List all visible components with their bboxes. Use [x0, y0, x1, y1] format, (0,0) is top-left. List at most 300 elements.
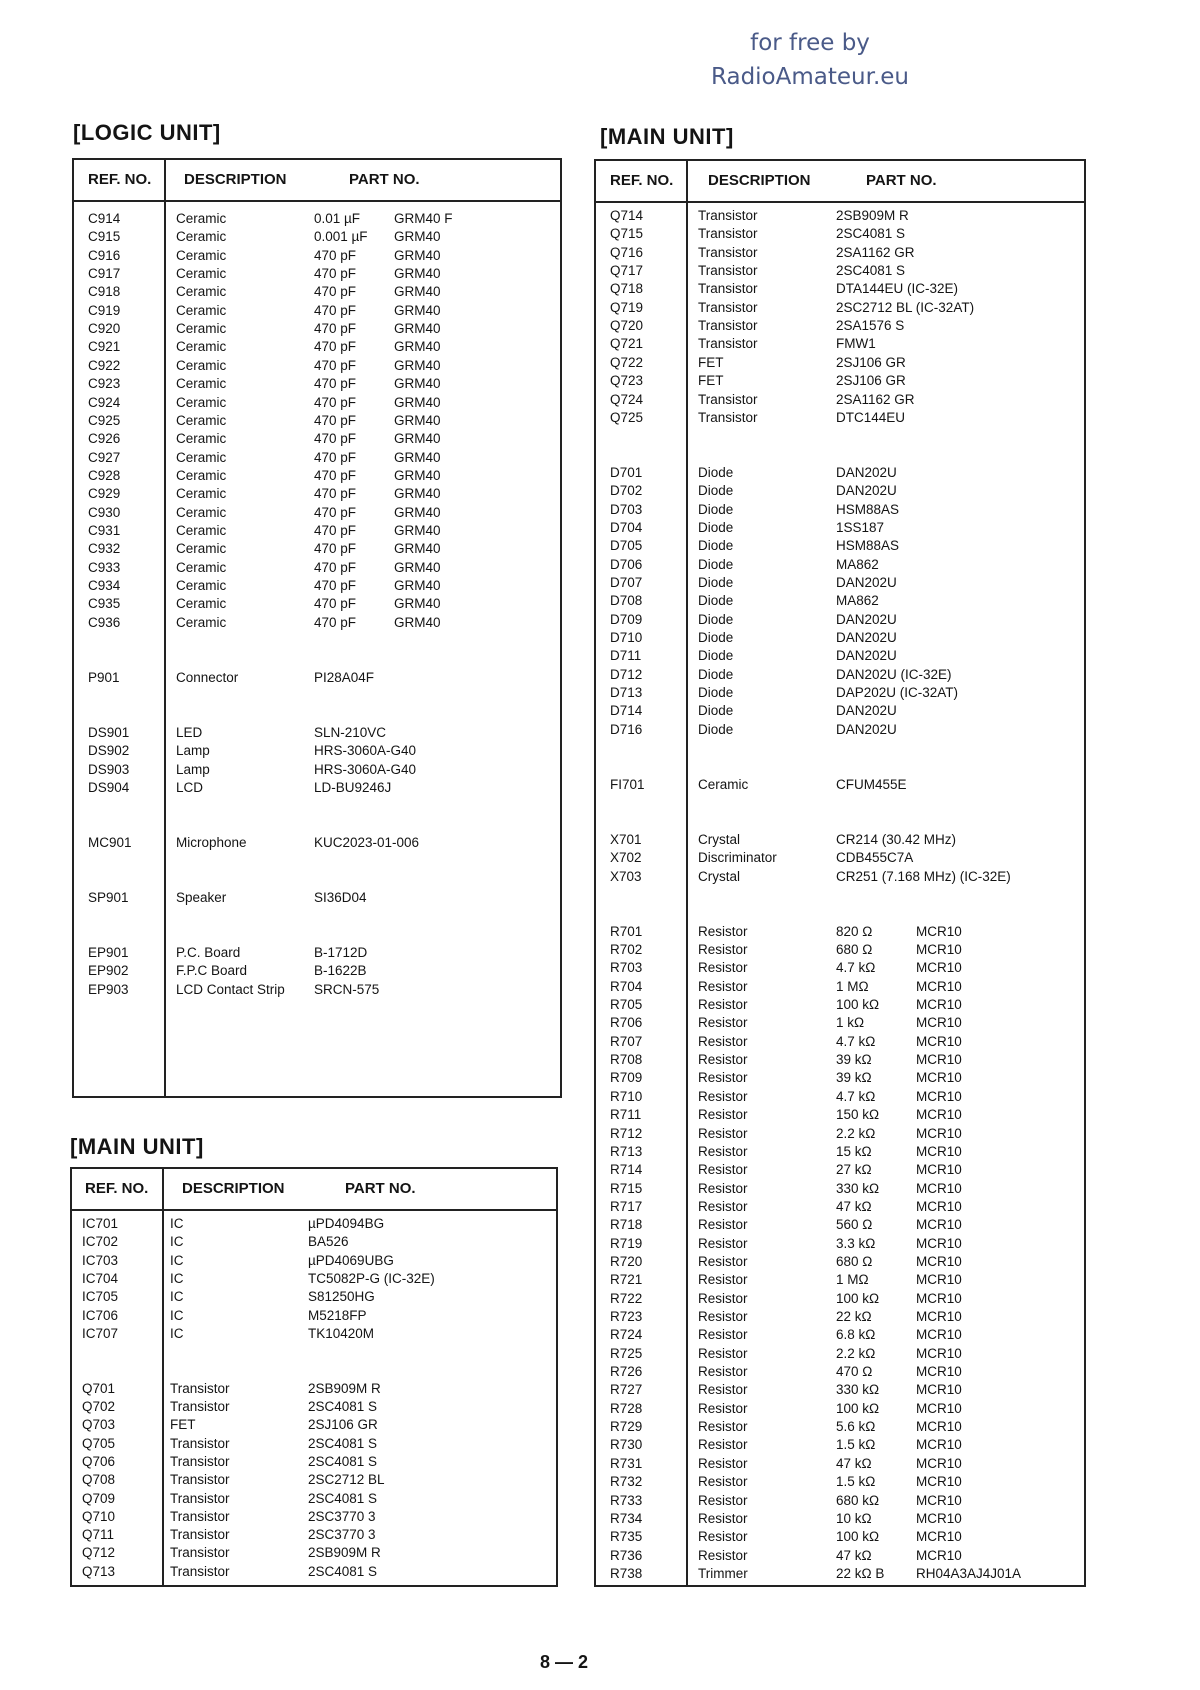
- part-no-cell: 2SC4081 S: [308, 1563, 378, 1579]
- part-no-cell: 39 kΩ: [836, 1052, 872, 1068]
- ref-no-cell: Q703: [82, 1417, 116, 1433]
- part-no-cell: 6.8 kΩ: [836, 1327, 876, 1343]
- part-no-detail-cell: MCR10: [916, 1290, 962, 1306]
- description-cell: Resistor: [698, 1547, 748, 1563]
- ref-no-cell: DS904: [88, 779, 130, 795]
- table-row: [596, 1326, 1084, 1344]
- description-cell: Diode: [698, 721, 734, 737]
- table-row: [596, 941, 1084, 959]
- ref-no-cell: DS902: [88, 743, 130, 759]
- ref-no-cell: R726: [610, 1364, 643, 1380]
- part-no-cell: CR251 (7.168 MHz) (IC-32E): [836, 868, 1011, 884]
- ref-no-cell: C932: [88, 541, 121, 557]
- description-cell: F.P.C Board: [176, 963, 248, 979]
- part-no-detail-cell: MCR10: [916, 1107, 962, 1123]
- part-no-cell: 470 pF: [314, 302, 357, 318]
- part-no-cell: 27 kΩ: [836, 1162, 872, 1178]
- part-no-cell: DTC144EU: [836, 409, 906, 425]
- part-no-cell: 2SC2712 BL: [308, 1472, 385, 1488]
- part-no-cell: µPD4069UBG: [308, 1252, 394, 1268]
- description-cell: Transistor: [170, 1527, 230, 1543]
- table-row: [596, 1455, 1084, 1473]
- description-cell: Transistor: [170, 1380, 230, 1396]
- table-row: [596, 1290, 1084, 1308]
- table-row: [596, 409, 1084, 427]
- table-row: [74, 283, 560, 301]
- part-no-detail-cell: MCR10: [916, 978, 962, 994]
- part-no-cell: 2SJ106 GR: [308, 1417, 378, 1433]
- description-cell: Resistor: [698, 1088, 748, 1104]
- part-no-detail-cell: GRM40 F: [394, 211, 453, 226]
- part-no-cell: 2SA1576 S: [836, 318, 905, 334]
- part-no-cell: TC5082P-G (IC-32E): [308, 1270, 435, 1286]
- ref-no-cell: IC703: [82, 1252, 119, 1268]
- description-cell: Transistor: [170, 1508, 230, 1524]
- part-no-cell: DAN202U: [836, 464, 897, 480]
- ref-no-cell: C922: [88, 357, 121, 373]
- description-cell: Resistor: [698, 1309, 748, 1324]
- ref-no-cell: C916: [88, 247, 121, 263]
- description-cell: Resistor: [698, 1474, 748, 1490]
- table-row: [596, 1418, 1084, 1436]
- part-no-cell: 470 pF: [314, 412, 357, 428]
- ref-no-cell: R736: [610, 1547, 643, 1563]
- part-no-header: PART NO.: [345, 1180, 416, 1197]
- table-row: [74, 669, 560, 687]
- part-no-cell: 10 kΩ: [836, 1510, 872, 1526]
- table-row: [596, 1180, 1084, 1198]
- table-row: [596, 923, 1084, 941]
- part-no-detail-cell: MCR10: [916, 1345, 962, 1361]
- description-cell: Connector: [176, 669, 239, 685]
- ref-no-cell: D706: [610, 556, 643, 572]
- part-no-cell: LD-BU9246J: [314, 779, 392, 795]
- part-no-detail-cell: MCR10: [916, 1529, 962, 1545]
- part-no-cell: 470 Ω: [836, 1364, 873, 1380]
- part-no-cell: DAN202U: [836, 630, 897, 646]
- ref-no-cell: R701: [610, 923, 643, 939]
- main-unit-ic-transistor-table: [70, 1167, 558, 1587]
- ref-no-cell: R720: [610, 1253, 643, 1269]
- ref-no-cell: R717: [610, 1198, 643, 1214]
- part-no-detail-cell: MCR10: [916, 1437, 962, 1453]
- part-no-detail-cell: GRM40: [394, 559, 441, 575]
- ref-no-cell: FI701: [610, 776, 645, 792]
- part-no-detail-cell: MCR10: [916, 997, 962, 1013]
- description-cell: Resistor: [698, 1272, 748, 1288]
- table-row: [72, 1270, 556, 1288]
- part-no-cell: SI36D04: [314, 889, 367, 905]
- ref-no-cell: Q722: [610, 354, 644, 370]
- part-no-cell: B-1712D: [314, 945, 368, 960]
- part-no-cell: 680 Ω: [836, 942, 873, 957]
- description-cell: Resistor: [698, 1033, 748, 1049]
- ref-no-cell: R702: [610, 942, 643, 957]
- table-row: [74, 944, 560, 962]
- table-row: [72, 1453, 556, 1471]
- description-cell: Trimmer: [698, 1565, 748, 1581]
- ref-no-cell: IC706: [82, 1307, 119, 1323]
- description-cell: Resistor: [698, 1364, 748, 1380]
- part-no-detail-cell: MCR10: [916, 1474, 962, 1490]
- ref-no-cell: D708: [610, 593, 643, 609]
- description-cell: FET: [170, 1417, 196, 1433]
- description-cell: Transistor: [170, 1490, 230, 1506]
- part-no-cell: 470 pF: [314, 357, 357, 373]
- description-cell: Resistor: [698, 1290, 748, 1306]
- part-no-cell: HSM88AS: [836, 501, 900, 517]
- ref-no-cell: DS901: [88, 724, 130, 740]
- description-cell: Diode: [698, 483, 734, 499]
- ref-no-cell: Q721: [610, 336, 644, 352]
- logic-unit-title: [LOGIC UNIT]: [73, 120, 221, 145]
- part-no-detail-cell: GRM40: [394, 431, 441, 447]
- description-cell: Lamp: [176, 743, 210, 759]
- description-cell: Resistor: [698, 1437, 748, 1453]
- table-row: [596, 1216, 1084, 1234]
- description-cell: Ceramic: [176, 321, 227, 337]
- description-cell: Diode: [698, 575, 734, 590]
- table-row: [596, 1088, 1084, 1106]
- table-row: [596, 1143, 1084, 1161]
- part-no-detail-cell: MCR10: [916, 1217, 962, 1233]
- table-row: [72, 1288, 556, 1306]
- table-row: [596, 335, 1084, 353]
- part-no-cell: 100 kΩ: [836, 1290, 880, 1306]
- ref-no-cell: Q719: [610, 299, 644, 315]
- table-header: [74, 160, 560, 202]
- part-no-cell: 100 kΩ: [836, 997, 880, 1013]
- table-row: [596, 1198, 1084, 1216]
- part-no-cell: 2SC4081 S: [836, 226, 906, 242]
- table-row: [596, 1473, 1084, 1491]
- part-no-cell: M5218FP: [308, 1307, 367, 1323]
- part-no-cell: 2SC2712 BL (IC-32AT): [836, 299, 975, 315]
- part-no-cell: 470 pF: [314, 467, 357, 483]
- watermark: [700, 26, 920, 94]
- table-row: [74, 834, 560, 852]
- description-cell: Ceramic: [176, 449, 227, 465]
- description-cell: Ceramic: [176, 412, 227, 428]
- ref-no-cell: D704: [610, 519, 643, 535]
- part-no-detail-cell: MCR10: [916, 1052, 962, 1068]
- description-cell: Ceramic: [176, 541, 227, 557]
- description-cell: IC: [170, 1252, 184, 1268]
- part-no-detail-cell: GRM40: [394, 394, 441, 410]
- ref-no-cell: D712: [610, 666, 643, 682]
- ref-no-cell: MC901: [88, 834, 132, 850]
- part-no-cell: 2SA1162 GR: [836, 391, 915, 407]
- description-cell: Ceramic: [176, 596, 227, 612]
- ref-no-cell: X702: [610, 850, 642, 866]
- part-no-cell: 2SA1162 GR: [836, 244, 915, 260]
- part-no-detail-cell: MCR10: [916, 1327, 962, 1343]
- part-no-detail-cell: GRM40: [394, 449, 441, 465]
- ref-no-cell: Q701: [82, 1380, 116, 1396]
- ref-no-cell: EP901: [88, 945, 129, 960]
- table-row: [74, 338, 560, 356]
- part-no-cell: 2SC4081 S: [308, 1435, 378, 1451]
- table-row: [596, 868, 1084, 886]
- ref-no-cell: R732: [610, 1474, 643, 1490]
- ref-no-cell: R714: [610, 1162, 643, 1178]
- part-no-detail-cell: MCR10: [916, 1400, 962, 1416]
- part-no-cell: DAN202U: [836, 648, 897, 664]
- table-row: [596, 721, 1084, 739]
- table-row: [596, 1345, 1084, 1363]
- description-header: DESCRIPTION: [182, 1180, 285, 1197]
- part-no-cell: 2SC4081 S: [308, 1490, 378, 1506]
- part-no-cell: 100 kΩ: [836, 1529, 880, 1545]
- description-cell: Ceramic: [176, 211, 227, 226]
- ref-no-cell: R727: [610, 1382, 643, 1398]
- part-no-detail-cell: MCR10: [916, 1272, 962, 1288]
- ref-no-cell: C935: [88, 596, 121, 612]
- part-no-detail-cell: GRM40: [394, 229, 441, 245]
- description-cell: Ceramic: [698, 776, 749, 792]
- part-no-cell: SLN-210VC: [314, 724, 387, 740]
- description-cell: LCD: [176, 779, 204, 795]
- part-no-cell: 470 pF: [314, 614, 357, 630]
- table-row: [74, 228, 560, 246]
- part-no-cell: 47 kΩ: [836, 1198, 872, 1214]
- part-no-cell: HRS-3060A-G40: [314, 743, 417, 759]
- description-cell: Resistor: [698, 1455, 748, 1471]
- table-row: [596, 1308, 1084, 1326]
- description-cell: Resistor: [698, 1143, 748, 1159]
- ref-no-cell: C928: [88, 467, 121, 483]
- part-no-cell: CR214 (30.42 MHz): [836, 831, 957, 847]
- ref-no-cell: D711: [610, 648, 642, 664]
- ref-no-cell: IC707: [82, 1325, 119, 1341]
- ref-no-cell: R712: [610, 1125, 643, 1141]
- description-cell: Resistor: [698, 1217, 748, 1233]
- part-no-detail-cell: GRM40: [394, 412, 441, 428]
- part-no-cell: 2SC4081 S: [308, 1399, 378, 1414]
- part-no-cell: 470 pF: [314, 541, 357, 557]
- part-no-detail-cell: GRM40: [394, 504, 441, 520]
- description-cell: Resistor: [698, 1510, 748, 1526]
- part-no-cell: 5.6 kΩ: [836, 1419, 876, 1435]
- table-row: [74, 614, 560, 632]
- part-no-cell: 470 pF: [314, 578, 357, 593]
- table-row: [74, 889, 560, 907]
- description-cell: Crystal: [698, 868, 741, 884]
- table-row: [74, 485, 560, 503]
- ref-no-cell: C927: [88, 449, 121, 465]
- description-cell: Resistor: [698, 1180, 748, 1196]
- part-no-cell: 470 pF: [314, 321, 357, 337]
- description-cell: Lamp: [176, 761, 210, 777]
- part-no-detail-cell: GRM40: [394, 247, 441, 263]
- table-row: [72, 1490, 556, 1508]
- table-row: [596, 849, 1084, 867]
- table-row: [596, 501, 1084, 519]
- ref-no-cell: R728: [610, 1400, 643, 1416]
- table-row: [74, 357, 560, 375]
- ref-no-cell: R719: [610, 1235, 643, 1251]
- part-no-cell: 4.7 kΩ: [836, 1088, 876, 1104]
- table-row: [596, 684, 1084, 702]
- part-no-cell: FMW1: [836, 336, 876, 352]
- ref-no-cell: C914: [88, 211, 121, 226]
- ref-no-cell: C930: [88, 504, 121, 520]
- main-unit-parts-table: [594, 159, 1086, 1587]
- ref-no-cell: Q711: [82, 1527, 115, 1543]
- part-no-detail-cell: GRM40: [394, 541, 441, 557]
- description-cell: Transistor: [698, 208, 758, 223]
- table-row: [596, 1436, 1084, 1454]
- description-cell: IC: [170, 1289, 184, 1305]
- part-no-cell: 470 pF: [314, 449, 357, 465]
- part-no-detail-cell: MCR10: [916, 1180, 962, 1196]
- ref-no-cell: R738: [610, 1565, 643, 1581]
- table-row: [596, 1253, 1084, 1271]
- table-row: [596, 776, 1084, 794]
- description-cell: Diode: [698, 630, 734, 646]
- table-row: [74, 742, 560, 760]
- table-row: [596, 1510, 1084, 1528]
- description-cell: P.C. Board: [176, 945, 241, 960]
- ref-no-cell: D702: [610, 483, 643, 499]
- ref-no-cell: C934: [88, 578, 121, 593]
- ref-no-cell: D713: [610, 685, 643, 701]
- description-cell: Diode: [698, 519, 734, 535]
- part-no-cell: 1.5 kΩ: [836, 1437, 876, 1453]
- description-cell: Ceramic: [176, 302, 227, 318]
- description-cell: LED: [176, 724, 203, 740]
- description-cell: Resistor: [698, 1162, 748, 1178]
- ref-no-cell: R730: [610, 1437, 643, 1453]
- part-no-cell: DAN202U (IC-32E): [836, 666, 952, 682]
- table-row: [596, 464, 1084, 482]
- description-cell: Diode: [698, 648, 734, 664]
- part-no-cell: CDB455C7A: [836, 850, 914, 866]
- table-row: [596, 1051, 1084, 1069]
- part-no-cell: 1SS187: [836, 519, 885, 535]
- part-no-detail-cell: MCR10: [916, 1015, 962, 1031]
- part-no-cell: S81250HG: [308, 1289, 375, 1305]
- ref-no-cell: Q710: [82, 1508, 116, 1524]
- part-no-cell: 1 MΩ: [836, 978, 869, 994]
- description-cell: Speaker: [176, 889, 227, 905]
- part-no-cell: 39 kΩ: [836, 1070, 872, 1086]
- description-cell: Ceramic: [176, 357, 227, 373]
- description-cell: Transistor: [698, 263, 758, 279]
- table-row: [74, 522, 560, 540]
- part-no-detail-cell: MCR10: [916, 1510, 962, 1526]
- ref-no-cell: R713: [610, 1143, 643, 1159]
- part-no-cell: 470 pF: [314, 596, 357, 612]
- part-no-cell: DAN202U: [836, 575, 897, 590]
- ref-no-cell: Q705: [82, 1435, 116, 1451]
- part-no-cell: DAN202U: [836, 611, 897, 627]
- table-row: [596, 317, 1084, 335]
- ref-no-cell: R706: [610, 1015, 643, 1031]
- ref-no-cell: D707: [610, 575, 643, 590]
- part-no-detail-cell: GRM40: [394, 376, 441, 392]
- part-no-detail-cell: MCR10: [916, 1125, 962, 1141]
- description-cell: Diode: [698, 611, 734, 627]
- ref-no-cell: R731: [610, 1455, 643, 1471]
- description-cell: Transistor: [170, 1399, 230, 1414]
- part-no-cell: 3.3 kΩ: [836, 1235, 876, 1251]
- description-cell: Ceramic: [176, 522, 227, 538]
- table-row: [596, 1547, 1084, 1565]
- part-no-cell: DAP202U (IC-32AT): [836, 685, 959, 701]
- ref-no-cell: Q702: [82, 1399, 116, 1414]
- description-cell: Resistor: [698, 1198, 748, 1214]
- description-cell: IC: [170, 1270, 184, 1286]
- description-cell: Transistor: [170, 1453, 230, 1469]
- description-cell: Resistor: [698, 1052, 748, 1068]
- description-cell: Ceramic: [176, 247, 227, 263]
- description-cell: Resistor: [698, 1253, 748, 1269]
- part-no-cell: 150 kΩ: [836, 1107, 880, 1123]
- part-no-detail-cell: MCR10: [916, 960, 962, 976]
- table-header: [596, 161, 1084, 203]
- part-no-detail-cell: GRM40: [394, 614, 441, 630]
- part-no-cell: DAN202U: [836, 703, 897, 719]
- ref-no-cell: C925: [88, 412, 121, 428]
- description-cell: Ceramic: [176, 229, 227, 245]
- ref-no-cell: D716: [610, 721, 643, 737]
- table-row: [74, 375, 560, 393]
- description-cell: Resistor: [698, 1492, 748, 1508]
- part-no-cell: 470 pF: [314, 522, 357, 538]
- description-header: DESCRIPTION: [708, 172, 811, 189]
- part-no-cell: 2SJ106 GR: [836, 354, 906, 370]
- description-cell: IC: [170, 1325, 184, 1341]
- part-no-cell: 470 pF: [314, 284, 357, 300]
- table-row: [72, 1233, 556, 1251]
- description-cell: Diode: [698, 666, 734, 682]
- part-no-cell: SRCN-575: [314, 981, 380, 997]
- table-row: [74, 761, 560, 779]
- ref-no-cell: R715: [610, 1180, 643, 1196]
- table-row: [74, 320, 560, 338]
- description-cell: Ceramic: [176, 284, 227, 300]
- description-cell: Transistor: [698, 336, 758, 352]
- table-row: [596, 629, 1084, 647]
- table-row: [74, 247, 560, 265]
- table-row: [74, 265, 560, 283]
- part-no-cell: 470 pF: [314, 266, 357, 282]
- part-no-cell: 47 kΩ: [836, 1455, 872, 1471]
- part-no-cell: 15 kΩ: [836, 1143, 872, 1159]
- ref-no-cell: R721: [610, 1272, 643, 1288]
- table-row: [74, 559, 560, 577]
- part-no-cell: DAN202U: [836, 483, 897, 499]
- part-no-detail-cell: GRM40: [394, 596, 441, 612]
- part-no-cell: HRS-3060A-G40: [314, 761, 417, 777]
- ref-no-cell: P901: [88, 669, 120, 685]
- ref-no-cell: R725: [610, 1345, 643, 1361]
- part-no-cell: 330 kΩ: [836, 1382, 880, 1398]
- ref-no-cell: Q706: [82, 1453, 116, 1469]
- ref-no-cell: Q716: [610, 244, 644, 260]
- table-row: [596, 831, 1084, 849]
- part-no-detail-cell: MCR10: [916, 1547, 962, 1563]
- description-cell: Resistor: [698, 1070, 748, 1086]
- part-no-cell: MA862: [836, 593, 879, 609]
- part-no-cell: 100 kΩ: [836, 1400, 880, 1416]
- table-row: [596, 1271, 1084, 1289]
- description-cell: IC: [170, 1216, 184, 1231]
- description-cell: Ceramic: [176, 376, 227, 392]
- description-header: DESCRIPTION: [184, 171, 287, 188]
- ref-no-cell: C915: [88, 229, 121, 245]
